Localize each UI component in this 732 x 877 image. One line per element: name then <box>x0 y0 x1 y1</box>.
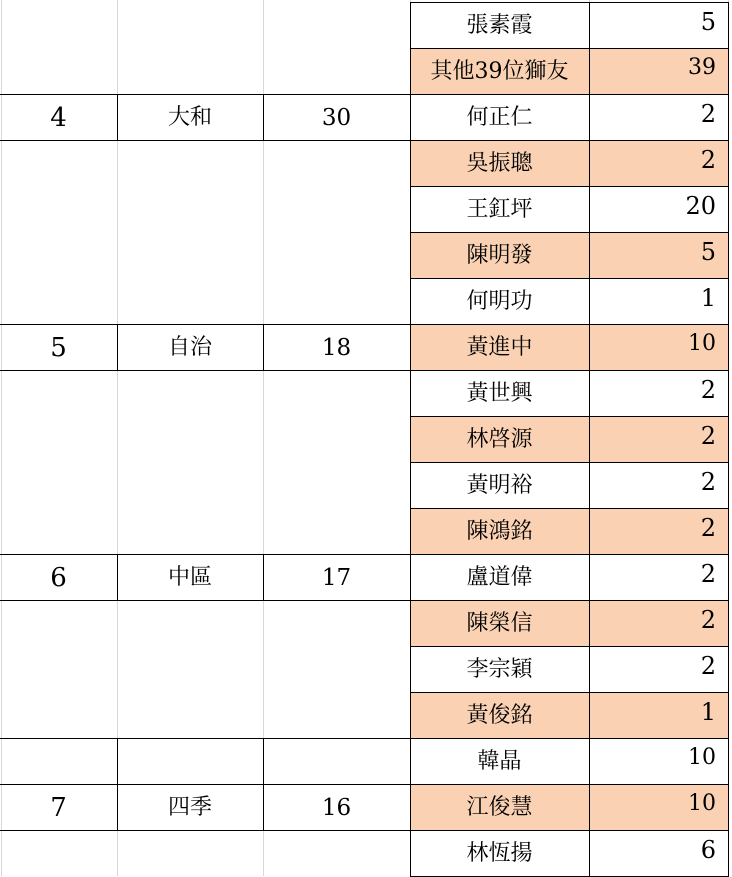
cell-name[interactable]: 韓晶 <box>477 749 522 774</box>
cell-value[interactable]: 10 <box>688 791 716 816</box>
highlight-cell <box>411 325 728 370</box>
row-border <box>410 94 729 95</box>
cell-name[interactable]: 李宗穎 <box>466 657 533 682</box>
row-border <box>0 370 410 371</box>
cell-value[interactable]: 2 <box>700 146 716 174</box>
row-border <box>410 462 729 463</box>
row-border <box>410 324 729 325</box>
cell-name[interactable]: 林啓源 <box>466 427 533 452</box>
highlight-cell <box>411 785 728 830</box>
cell-name[interactable]: 陳鴻銘 <box>466 519 533 544</box>
row-border <box>0 324 410 325</box>
highlight-cell <box>411 693 728 738</box>
cell-name[interactable]: 其他39位獅友 <box>430 59 569 84</box>
column-border <box>263 784 264 830</box>
cell-value[interactable]: 2 <box>700 376 716 404</box>
column-border <box>589 2 590 876</box>
cell-count[interactable]: 17 <box>321 564 352 591</box>
cell-name[interactable]: 何正仁 <box>466 105 533 130</box>
row-border <box>0 830 410 831</box>
column-border <box>117 738 118 784</box>
column-border <box>117 784 118 830</box>
cell-value[interactable]: 1 <box>700 698 716 726</box>
column-border <box>263 554 264 600</box>
column-border <box>263 324 264 370</box>
cell-value[interactable]: 5 <box>700 238 716 266</box>
row-border <box>410 738 729 739</box>
row-border <box>410 692 729 693</box>
cell-name[interactable]: 黃俊銘 <box>466 703 533 728</box>
highlight-cell <box>411 233 728 278</box>
cell-name[interactable]: 林恆揚 <box>466 841 533 866</box>
row-border <box>410 2 729 3</box>
cell-value[interactable]: 2 <box>700 468 716 496</box>
row-border <box>410 416 729 417</box>
row-border <box>410 48 729 49</box>
row-border <box>0 140 410 141</box>
cell-value[interactable]: 39 <box>688 55 716 80</box>
row-border <box>410 370 729 371</box>
cell-value[interactable]: 2 <box>700 560 716 588</box>
cell-name[interactable]: 陳明發 <box>466 243 533 268</box>
cell-name[interactable]: 何明功 <box>466 289 533 314</box>
column-border <box>728 2 729 876</box>
row-border <box>0 94 410 95</box>
highlight-cell <box>411 601 728 646</box>
cell-value[interactable]: 10 <box>688 745 716 770</box>
cell-count[interactable]: 18 <box>321 334 352 361</box>
cell-name[interactable]: 王釭坪 <box>466 197 533 222</box>
cell-name[interactable]: 盧道偉 <box>466 565 533 590</box>
cell-district[interactable]: 中區 <box>167 565 213 590</box>
cell-value[interactable]: 2 <box>700 422 716 450</box>
row-border <box>410 186 729 187</box>
cell-value[interactable]: 1 <box>700 284 716 312</box>
cell-district[interactable]: 四季 <box>167 795 213 820</box>
gridline <box>1 0 2 876</box>
cell-name[interactable]: 江俊慧 <box>466 795 533 820</box>
cell-district[interactable]: 大和 <box>167 105 213 130</box>
column-border <box>117 94 118 140</box>
row-border <box>0 554 410 555</box>
cell-count[interactable]: 30 <box>321 104 352 131</box>
row-border <box>0 784 410 785</box>
row-border <box>410 600 729 601</box>
cell-value[interactable]: 10 <box>688 331 716 356</box>
column-border <box>410 2 411 876</box>
column-border <box>263 738 264 784</box>
row-border <box>0 600 410 601</box>
cell-name[interactable]: 陳榮信 <box>466 611 533 636</box>
row-border <box>410 830 729 831</box>
cell-id[interactable]: 4 <box>50 103 67 133</box>
row-border <box>410 554 729 555</box>
cell-value[interactable]: 20 <box>685 192 716 220</box>
cell-id[interactable]: 6 <box>50 563 67 593</box>
cell-name[interactable]: 張素霞 <box>466 13 533 38</box>
cell-name[interactable]: 吳振聰 <box>466 151 533 176</box>
column-border <box>117 554 118 600</box>
column-border <box>263 94 264 140</box>
highlight-cell <box>411 417 728 462</box>
row-border <box>410 784 729 785</box>
row-border <box>410 508 729 509</box>
cell-value[interactable]: 2 <box>700 100 716 128</box>
cell-id[interactable]: 5 <box>50 333 67 363</box>
row-border <box>0 738 410 739</box>
highlight-cell <box>411 509 728 554</box>
row-border <box>410 646 729 647</box>
cell-id[interactable]: 7 <box>50 793 67 823</box>
cell-value[interactable]: 2 <box>700 514 716 542</box>
cell-district[interactable]: 自治 <box>167 335 213 360</box>
cell-value[interactable]: 5 <box>700 8 716 36</box>
cell-value[interactable]: 6 <box>700 836 716 864</box>
row-border <box>410 140 729 141</box>
cell-count[interactable]: 16 <box>321 794 352 821</box>
column-border <box>117 324 118 370</box>
highlight-cell <box>411 141 728 186</box>
cell-value[interactable]: 2 <box>700 652 716 680</box>
row-border <box>410 232 729 233</box>
cell-name[interactable]: 黃明裕 <box>466 473 533 498</box>
cell-name[interactable]: 黃世興 <box>466 381 533 406</box>
row-border <box>410 278 729 279</box>
cell-name[interactable]: 黃進中 <box>466 335 533 360</box>
cell-value[interactable]: 2 <box>700 606 716 634</box>
